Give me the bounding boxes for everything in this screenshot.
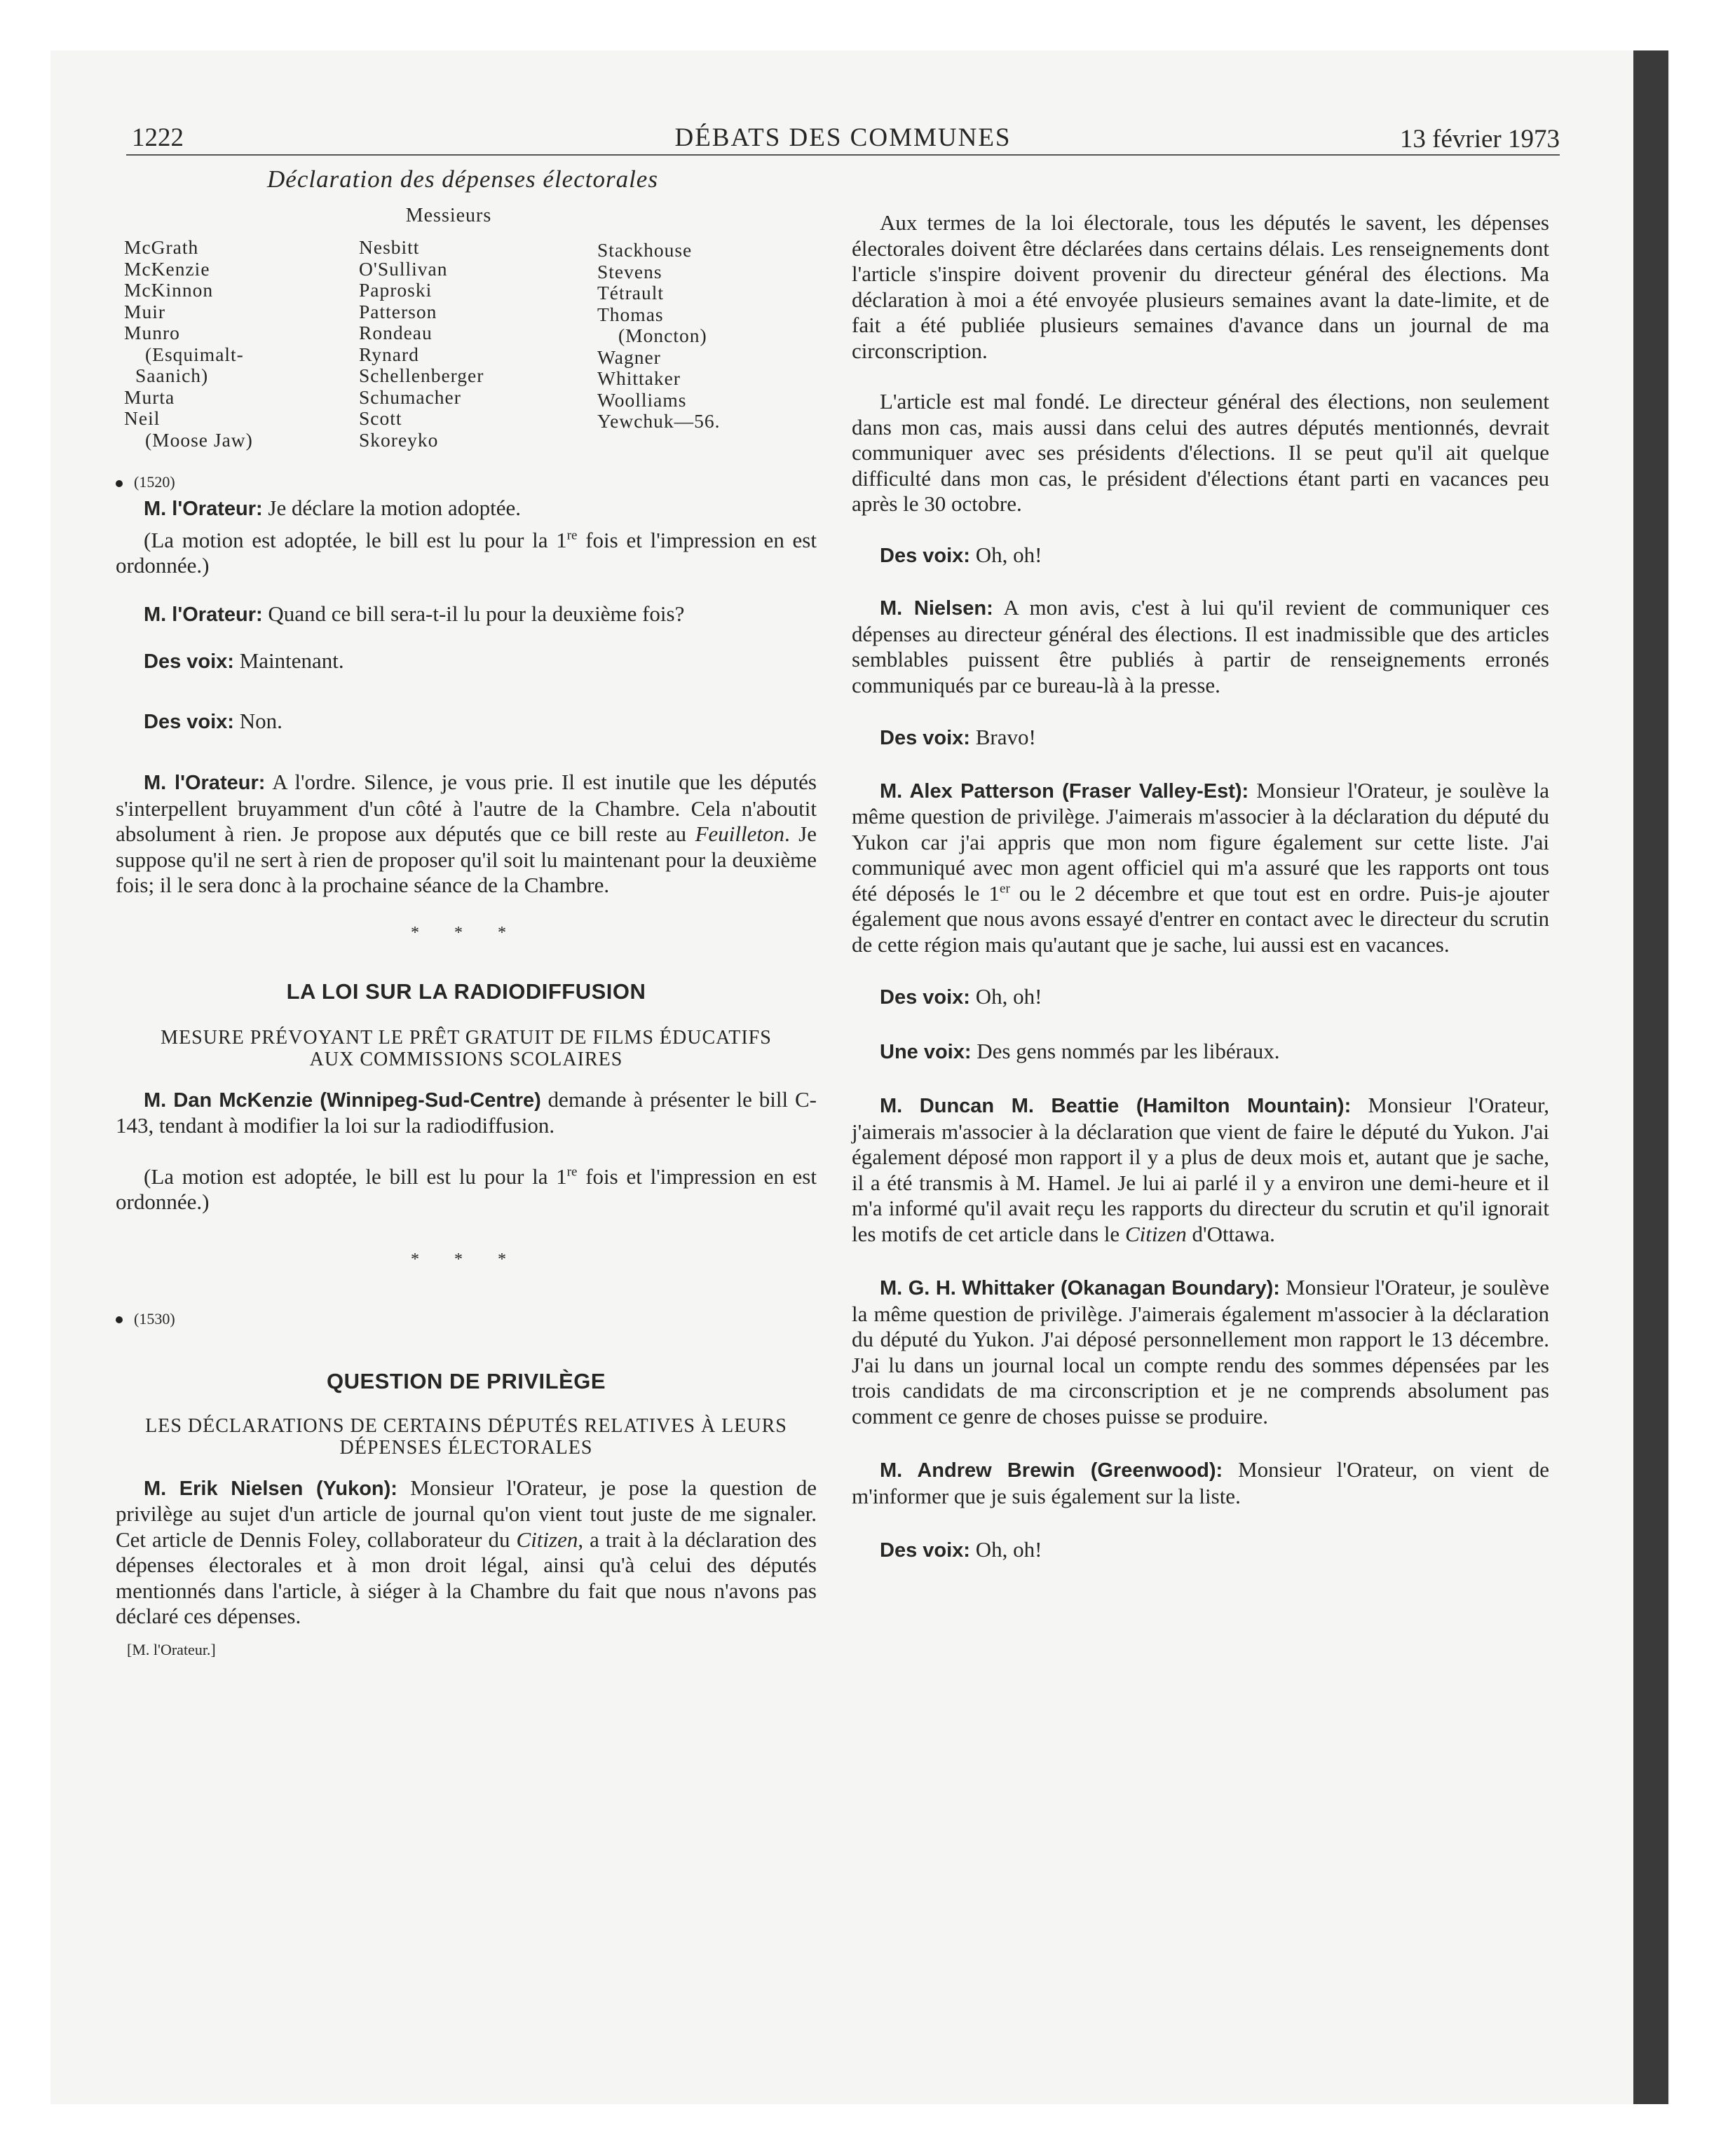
name-item: Muir — [124, 300, 165, 322]
paragraph: Des voix: Oh, oh! — [880, 984, 1042, 1009]
paragraph: M. l'Orateur: A l'ordre. Silence, je vous prie. Il est inutile que les députés s'interpellent bruyamment d'un côté à l'autre de la Chambre. Cela n'aboutit absolument à rien. Je propose aux députés que ce bill reste au Feuilleton. Je suppose qu'il ne sert à rien de proposer qu'il soit lu maintenant pour la deuxième fois; il le sera donc à la prochaine séance de la Chambre. — [116, 770, 817, 897]
name-item: Scott — [359, 407, 402, 429]
name-item: Stevens — [597, 260, 662, 282]
speaker-name: Des voix: — [880, 544, 970, 567]
paragraph: Des voix: Maintenant. — [144, 648, 344, 673]
name-item: Nesbitt — [359, 236, 420, 258]
section-subheading: MESURE PRÉVOYANT LE PRÊT GRATUIT DE FILMS ÉDUCATIFS AUX COMMISSIONS SCOLAIRES — [161, 1026, 772, 1070]
publication-title: DÉBATS DES COMMUNES — [674, 123, 1012, 152]
section-heading: LA LOI SUR LA RADIODIFFUSION — [286, 978, 646, 1004]
names-list — [116, 237, 817, 451]
speaker-name: Une voix: — [880, 1040, 972, 1063]
section-separator: * * * — [411, 1250, 522, 1269]
paragraph: M. l'Orateur: Quand ce bill sera-t-il lu pour la deuxième fois? — [144, 601, 685, 626]
page-header — [126, 112, 1560, 156]
declaration-title: Déclaration des dépenses électorales — [267, 165, 658, 193]
name-item: Paproski — [359, 279, 433, 301]
speaker-name: Des voix: — [880, 986, 970, 1009]
name-item: Saanich) — [135, 364, 209, 386]
page-number: 1222 — [132, 123, 184, 152]
name-item: Yewchuk—56. — [597, 410, 721, 432]
paragraph: Des voix: Oh, oh! — [880, 542, 1042, 567]
paragraph: M. l'Orateur: Je déclare la motion adoptée. — [144, 496, 522, 520]
speaker-name: Des voix: — [880, 727, 970, 749]
speaker-name: M. Erik Nielsen (Yukon): — [144, 1477, 397, 1500]
paragraph: M. Nielsen: A mon avis, c'est à lui qu'il revient de communiquer ces dépenses au directeur général des élections. Il est inadmissible que des articles semblables puissent être publiés à partir de renseignements erronés communiqués par ce bureau-là à la presse. — [852, 595, 1549, 697]
name-item: McKinnon — [124, 279, 214, 301]
speaker-name: Des voix: — [880, 1539, 970, 1562]
name-item: Munro — [124, 322, 180, 343]
paragraph: Des voix: Non. — [144, 708, 283, 733]
name-item: Thomas — [597, 303, 664, 325]
paragraph: Aux termes de la loi électorale, tous les députés le savent, les dépenses électorales doivent être déclarées dans certains délais. Les renseignements dont l'article s'inspire doivent provenir du directeur général des élections. Ma déclaration à moi a été envoyée plusieurs semaines avant la date-limite, et de fait a été publiée plusieurs semaines d'avance dans un journal de ma circonscription. — [852, 210, 1549, 363]
section-heading: QUESTION DE PRIVILÈGE — [326, 1368, 606, 1393]
section-separator: * * * — [411, 923, 522, 942]
names-column-2 — [359, 237, 597, 451]
paragraph: M. Andrew Brewin (Greenwood): Monsieur l'Orateur, on vient de m'informer que je suis également sur la liste. — [852, 1457, 1549, 1508]
name-item: Stackhouse — [597, 239, 693, 261]
name-item: Skoreyko — [359, 428, 439, 451]
paragraph: M. Alex Patterson (Fraser Valley-Est): Monsieur l'Orateur, je soulève la même question de privilège. J'aimerais m'associer à la déclaration du député du Yukon car j'ai appris que mon nom figure également sur cette liste. J'ai communiqué avec mon agent officiel qui m'a assuré que les rapports ont tous été déposés le 1er ou le 2 décembre et que tout est en ordre. Puis-je ajouter également que nous avons essayé d'entrer en contact avec le directeur du scrutin de cette région mais qu'autant que je sache, lui aussi est en vacances. — [852, 777, 1550, 957]
name-item: O'Sullivan — [359, 257, 448, 280]
speaker-name: M. Duncan M. Beattie (Hamilton Mountain): — [880, 1095, 1352, 1117]
paragraph: L'article est mal fondé. Le directeur général des élections, non seulement dans mon cas, mais aussi dans celui des autres députés mentionnés, devrait communiquer avec ses présidents d'élections. Il se peut qu'il ait quelque difficulté dans mon cas, le président d'élections étant parti en vacances peu après le 30 octobre. — [852, 389, 1549, 516]
speaker-name: M. Dan McKenzie (Winnipeg-Sud-Centre) — [144, 1089, 541, 1112]
name-item: (Moose Jaw) — [145, 428, 253, 451]
right-column — [852, 210, 1549, 1564]
name-item: Patterson — [359, 300, 437, 322]
speaker-name: M. G. H. Whittaker (Okanagan Boundary): — [880, 1277, 1280, 1299]
names-column-3 — [597, 237, 808, 451]
speaker-name: M. Alex Patterson (Fraser Valley-Est): — [880, 779, 1249, 803]
name-item: Murta — [124, 386, 175, 408]
name-item: Wagner — [597, 346, 661, 368]
name-item: Rondeau — [359, 322, 433, 343]
name-item: Rynard — [359, 343, 419, 365]
name-item: McKenzie — [124, 257, 210, 280]
name-item: Schumacher — [359, 386, 461, 408]
speaker-name: M. l'Orateur: — [144, 772, 266, 794]
time-marker: (1530) — [116, 1310, 817, 1328]
page-date: 13 février 1973 — [1399, 125, 1560, 153]
name-item: Tétrault — [597, 282, 665, 303]
speaker-name: Des voix: — [144, 710, 234, 733]
speaker-name: Des voix: — [144, 650, 234, 673]
time-marker: (1520) — [116, 473, 817, 491]
name-item: (Moncton) — [618, 325, 707, 346]
speaker-name: M. Andrew Brewin (Greenwood): — [880, 1459, 1223, 1482]
left-column — [116, 165, 817, 1659]
speaker-name: M. Nielsen: — [880, 597, 993, 620]
paragraph: (La motion est adoptée, le bill est lu pour la 1re fois et l'impression en est ordonnée.) — [116, 527, 817, 578]
names-column-1 — [116, 237, 359, 451]
name-item: Whittaker — [597, 367, 681, 389]
paragraph: (La motion est adoptée, le bill est lu pour la 1re fois et l'impression en est ordonnée.) — [116, 1164, 817, 1214]
paragraph: M. Duncan M. Beattie (Hamilton Mountain): Monsieur l'Orateur, j'aimerais m'associer à la déclaration que vient de faire le député du Yukon. J'ai également déposé mon rapport il y a plus de deux mois et, autant que je sache, il a été transmis à M. Hamel. Je lui ai parlé il y a environ une demi-heure et il m'a informé qu'il avait reçu les rapports du directeur du scrutin et qu'il ignorait les motifs de cet article dans le Citizen d'Ottawa. — [852, 1093, 1549, 1246]
name-item: Schellenberger — [359, 364, 484, 386]
speaker-footnote: [M. l'Orateur.] — [127, 1640, 216, 1658]
name-item: Neil — [124, 407, 161, 429]
speaker-name: M. l'Orateur: — [144, 498, 263, 520]
paragraph: Une voix: Des gens nommés par les libéraux. — [880, 1038, 1280, 1063]
paragraph: Des voix: Bravo! — [880, 725, 1036, 749]
bullet-icon — [116, 480, 123, 487]
paragraph: M. G. H. Whittaker (Okanagan Boundary): Monsieur l'Orateur, je soulève la même question de privilège. J'aimerais également m'associer à la déclaration du député du Yukon. J'ai déposé personnellement mon rapport le 13 décembre. J'ai lu dans un journal local un compte rendu des sommes dépensées par les trois candidats de ma circonscription et je ne comprends absolument pas comment ce genre de choses puisse se produire. — [852, 1275, 1550, 1428]
name-item: McGrath — [124, 236, 199, 258]
scan-edge-bar — [1633, 50, 1668, 2104]
paragraph: M. Erik Nielsen (Yukon): Monsieur l'Orateur, je pose la question de privilège au sujet d'un article de journal qu'on vient tout juste de me signaler. Cet article de Dennis Foley, collaborateur du Citizen, a trait à la déclaration des dépenses électorales et à mon droit légal, ainsi qu'à celui des députés mentionnés dans l'article, à siéger à la Chambre du fait que nous n'avons pas déclaré ces dépenses. — [116, 1475, 817, 1628]
speaker-name: M. l'Orateur: — [144, 603, 263, 626]
section-subheading: LES DÉCLARATIONS DE CERTAINS DÉPUTÉS RELATIVES À LEURS DÉPENSES ÉLECTORALES — [145, 1414, 787, 1459]
paragraph: Des voix: Oh, oh! — [880, 1537, 1042, 1562]
bullet-icon — [116, 1316, 123, 1323]
name-item: (Esquimalt- — [145, 343, 244, 365]
messieurs-label: Messieurs — [405, 205, 492, 226]
name-item: Woolliams — [597, 388, 687, 411]
paragraph: M. Dan McKenzie (Winnipeg-Sud-Centre) demande à présenter le bill C-143, tendant à modifier la loi sur la radiodiffusion. — [116, 1086, 817, 1138]
